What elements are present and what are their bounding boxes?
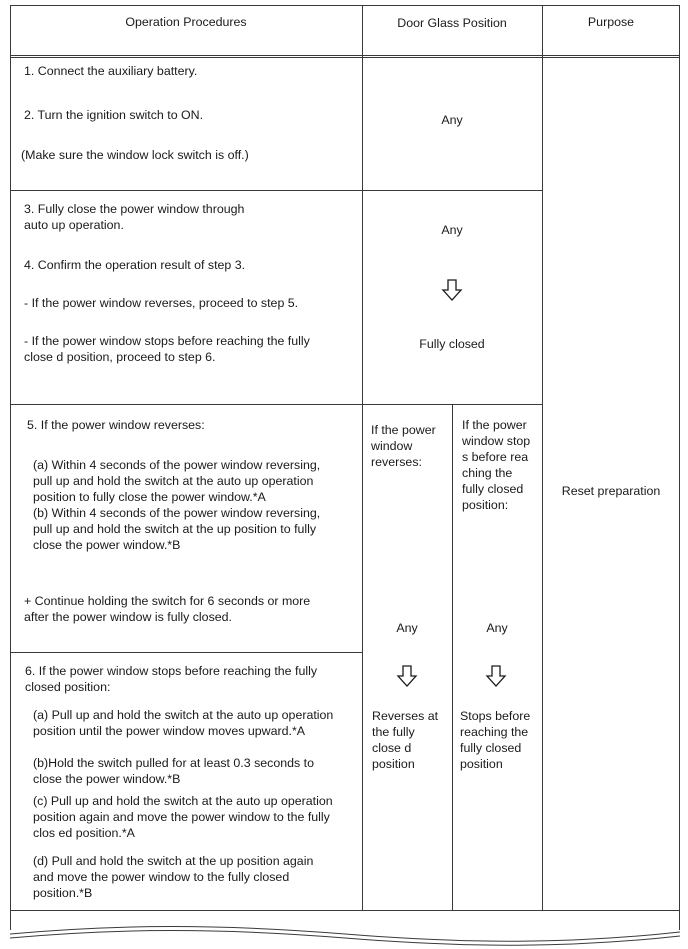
header-door-glass-position: Door Glass Position: [397, 16, 507, 30]
step-2-text: 2. Turn the ignition switch to ON.: [24, 108, 204, 122]
pos-right-result: Stops before reaching the fully closed position: [460, 709, 531, 771]
step-5a-text: (a) Within 4 seconds of the power window reversing, pull up and hold the switch at the auto up operation position to fully close the power window.*A: [33, 458, 321, 504]
pos-left-result: Reverses at the fully close d position: [372, 709, 439, 771]
table-border-right: [679, 5, 680, 930]
pos-label-stops: If the power window stop s before rea ching the fully closed position:: [462, 418, 531, 512]
header-divider-2: [10, 57, 680, 58]
step-1-text: 1. Connect the auxiliary battery.: [24, 64, 198, 78]
step-4-reverse: - If the power window reverses, proceed to step 5.: [24, 296, 299, 310]
down-arrow-icon: [485, 665, 507, 687]
pos-right-any: Any: [486, 621, 508, 635]
column-divider-1: [362, 5, 363, 910]
step-6c-text: (c) Pull up and hold the switch at the auto up operation position again and move the power window to the fully clos ed position.*A: [33, 794, 333, 840]
header-divider: [10, 55, 680, 56]
table-border-left: [10, 5, 11, 930]
column-divider-sub: [452, 404, 453, 910]
purpose-text: Reset preparation: [561, 484, 661, 498]
row2-position-from: Any: [441, 223, 463, 237]
step-3-text: 3. Fully close the power window through auto up operation.: [24, 202, 245, 232]
pos-left-any: Any: [396, 621, 418, 635]
header-operation-procedures: Operation Procedures: [125, 15, 247, 29]
step-4-text: 4. Confirm the operation result of step 3.: [24, 258, 246, 272]
row2-position-to: Fully closed: [419, 337, 485, 351]
step-5-text: 5. If the power window reverses:: [27, 418, 205, 432]
row-divider-2: [10, 404, 542, 405]
down-arrow-icon: [396, 665, 418, 687]
pos-label-reverses: If the power window reverses:: [371, 423, 436, 469]
step-2-note: (Make sure the window lock switch is off.): [21, 148, 249, 162]
down-arrow-icon: [441, 279, 463, 301]
row-divider-1: [10, 190, 542, 191]
row1-position: Any: [441, 113, 463, 127]
torn-edge: [0, 920, 688, 949]
column-divider-2: [542, 5, 543, 910]
table-border-top: [10, 5, 680, 6]
step-6-text: 6. If the power window stops before reaching the fully closed position:: [25, 664, 318, 694]
step-6a-text: (a) Pull up and hold the switch at the auto up operation position until the power window moves upward.*A: [33, 708, 334, 738]
step-5-continue: + Continue holding the switch for 6 seconds or more after the power window is fully closed.: [24, 594, 311, 624]
step-6b-text: (b)Hold the switch pulled for at least 0.3 seconds to close the power window.*B: [33, 756, 315, 786]
header-purpose: Purpose: [587, 15, 635, 29]
row-divider-3: [10, 652, 362, 653]
step-6d-text: (d) Pull and hold the switch at the up position again and move the power window to the fully closed position.*B: [33, 854, 314, 900]
step-4-stops: - If the power window stops before reaching the fully close d position, proceed to step 6.: [24, 334, 310, 364]
step-5b-text: (b) Within 4 seconds of the power window reversing, pull up and hold the switch at the up position to fully close the power window.*B: [33, 506, 321, 552]
table-bottom-line: [10, 910, 680, 911]
